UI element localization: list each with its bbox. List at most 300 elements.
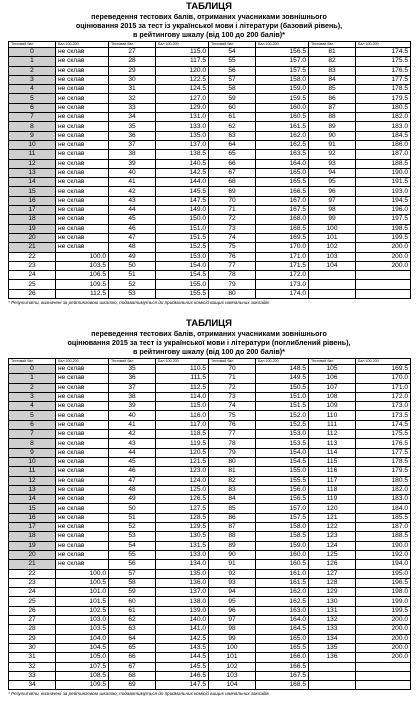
table-subtitle-line: в рейтингову шкалу (від 100 до 200 балів)* [133,347,285,356]
test-score-cell: 105 [309,365,356,374]
table-row [9,550,411,559]
column-header: Тестовий бал [109,42,156,48]
rating-score-cell: не склав [56,430,109,439]
rating-score-cell: 157.0 [256,504,309,513]
test-score-cell: 56 [109,560,156,569]
rating-score-cell: 137.0 [156,588,209,597]
rating-score-cell: 184.5 [356,131,411,140]
rating-score-cell: 177.5 [356,448,411,457]
test-score-cell: 123 [309,532,356,541]
rating-score-cell: не склав [56,476,109,485]
rating-score-cell: 165.5 [256,643,309,652]
rating-score-cell: 140.0 [156,616,209,625]
test-score-cell: 111 [309,420,356,429]
rating-score-cell: 104.5 [56,643,109,652]
test-score-cell: 33 [109,103,156,112]
rating-score-cell: 147.5 [156,196,209,205]
rating-score-cell: 151.0 [256,392,309,401]
test-score-cell: 133 [309,625,356,634]
rating-score-cell: 164.5 [256,625,309,634]
table-row [9,94,411,103]
test-score-cell: 62 [109,616,156,625]
test-score-cell: 71 [209,206,256,215]
rating-score-cell: 112.5 [156,383,209,392]
test-score-cell: 12 [9,159,56,168]
table-row [9,504,411,513]
rating-score-cell: 174.5 [356,420,411,429]
table-row [9,643,411,652]
empty-cell [309,280,356,289]
test-score-cell: 59 [109,588,156,597]
rating-score-cell: 179.5 [356,467,411,476]
column-header: Бал 100-200 [356,359,411,365]
test-score-cell: 96 [309,187,356,196]
table-row [9,122,411,131]
test-score-cell: 97 [209,616,256,625]
column-header: Бал 100-200 [56,42,109,48]
rating-score-cell: 157.5 [256,66,309,75]
rating-score-cell: 165.0 [256,634,309,643]
empty-cell [356,662,411,671]
rating-score-cell: не склав [56,365,109,374]
test-score-cell: 45 [109,457,156,466]
table-row [9,532,411,541]
rating-score-cell: не склав [56,550,109,559]
test-score-cell: 4 [9,85,56,94]
test-score-cell: 5 [9,94,56,103]
rating-score-cell: 130.5 [156,532,209,541]
rating-score-cell: 154.5 [156,271,209,280]
test-score-cell: 44 [109,448,156,457]
table-row [9,187,411,196]
table-subtitle-line: в рейтингову шкалу (від 100 до 200 балів)* [133,30,285,39]
rating-score-cell: 159.0 [256,85,309,94]
test-score-cell: 60 [109,597,156,606]
rating-score-cell: 149.0 [156,206,209,215]
footnote: * Результати, визначені за рейтинговою шкалою, подаватимуться до приймальних комісій вищих навчальних закладів [8,300,269,306]
rating-score-cell: 102.5 [56,606,109,615]
test-score-cell: 21 [9,560,56,569]
test-score-cell: 106 [309,374,356,383]
rating-score-cell: не склав [56,420,109,429]
test-score-cell: 34 [109,113,156,122]
column-header: Бал 100-200 [56,359,109,365]
test-score-cell: 104 [309,261,356,270]
test-score-cell: 61 [109,606,156,615]
rating-score-cell: 120.0 [156,66,209,75]
test-score-cell: 69 [109,681,156,690]
rating-score-cell: 164.0 [256,159,309,168]
test-score-cell: 39 [109,159,156,168]
rating-score-cell: 174.0 [256,289,309,298]
rating-score-cell: 161.5 [256,122,309,131]
rating-score-cell: 172.0 [256,271,309,280]
test-score-cell: 102 [209,662,256,671]
rating-score-cell: 105.0 [56,653,109,662]
rating-score-cell: 200.0 [356,252,411,261]
test-score-cell: 43 [109,439,156,448]
rating-score-cell: не склав [56,150,109,159]
table-row [9,261,411,270]
rating-score-cell: не склав [56,178,109,187]
test-score-cell: 5 [9,411,56,420]
test-score-cell: 114 [309,448,356,457]
table-row [9,206,411,215]
test-score-cell: 118 [309,485,356,494]
rating-score-cell: 153.0 [256,430,309,439]
test-score-cell: 78 [209,439,256,448]
test-score-cell: 85 [209,504,256,513]
test-score-cell: 94 [309,168,356,177]
rating-score-cell: 115.0 [156,48,209,57]
test-score-cell: 57 [109,569,156,578]
rating-score-cell: 144.5 [156,653,209,662]
rating-score-cell: 168.5 [256,224,309,233]
rating-score-cell: 190.0 [356,541,411,550]
test-score-cell: 7 [9,430,56,439]
test-score-cell: 6 [9,103,56,112]
table-row [9,224,411,233]
rating-score-cell: 133.0 [156,550,209,559]
test-score-cell: 115 [309,457,356,466]
rating-score-cell: не склав [56,206,109,215]
rating-score-cell: не склав [56,233,109,242]
test-score-cell: 131 [309,606,356,615]
rating-score-cell: не склав [56,196,109,205]
rating-score-cell: 135.0 [156,569,209,578]
table-row [9,289,411,298]
rating-score-cell: 182.0 [356,485,411,494]
test-score-cell: 82 [209,476,256,485]
test-score-cell: 37 [109,383,156,392]
rating-score-cell: 131.5 [156,541,209,550]
test-score-cell: 82 [309,57,356,66]
rating-score-cell: 101.5 [56,597,109,606]
rating-score-cell: 153.0 [156,252,209,261]
test-score-cell: 65 [209,150,256,159]
test-score-cell: 67 [209,168,256,177]
test-score-cell: 47 [109,233,156,242]
table-row [9,569,411,578]
rating-score-cell: 173.0 [256,280,309,289]
rating-score-cell: 138.5 [156,150,209,159]
table-row [9,578,411,587]
rating-score-cell: 151.5 [256,402,309,411]
test-score-cell: 116 [309,467,356,476]
rating-score-cell: 109.5 [56,681,109,690]
test-score-cell: 22 [9,252,56,261]
rating-score-cell: 170.0 [256,243,309,252]
rating-score-cell: 152.5 [156,243,209,252]
test-score-cell: 83 [209,485,256,494]
test-score-cell: 81 [309,48,356,57]
test-score-cell: 38 [109,392,156,401]
rating-score-cell: 171.5 [256,261,309,270]
table-row [9,420,411,429]
test-score-cell: 130 [309,597,356,606]
column-header: Бал 100-200 [156,42,209,48]
rating-score-cell: 115.0 [156,402,209,411]
rating-score-cell: 155.0 [156,280,209,289]
rating-score-cell: 161.0 [256,569,309,578]
test-score-cell: 97 [309,196,356,205]
test-score-cell: 15 [9,504,56,513]
rating-score-cell: 188.5 [356,532,411,541]
test-score-cell: 72 [209,215,256,224]
test-score-cell: 17 [9,206,56,215]
test-score-cell: 12 [9,476,56,485]
conversion-table-advanced [8,358,411,690]
rating-score-cell: 182.0 [356,113,411,122]
rating-score-cell: 138.0 [156,597,209,606]
test-score-cell: 31 [109,85,156,94]
test-score-cell: 9 [9,131,56,140]
table-row [9,252,411,261]
test-score-cell: 32 [109,94,156,103]
rating-score-cell: 156.5 [256,495,309,504]
rating-score-cell: 165.5 [256,178,309,187]
test-score-cell: 90 [209,550,256,559]
table-row [9,513,411,522]
rating-score-cell: 127.5 [156,504,209,513]
rating-score-cell: не склав [56,383,109,392]
test-score-cell: 93 [309,159,356,168]
test-score-cell: 0 [9,48,56,57]
rating-score-cell: 150.5 [256,383,309,392]
rating-score-cell: 172.0 [356,392,411,401]
test-score-cell: 16 [9,196,56,205]
table-row [9,662,411,671]
rating-score-cell: 200.0 [356,261,411,270]
rating-score-cell: 167.5 [256,206,309,215]
rating-score-cell: 171.0 [256,252,309,261]
test-score-cell: 74 [209,233,256,242]
test-score-cell: 66 [209,159,256,168]
test-score-cell: 57 [209,75,256,84]
rating-score-cell: 187.0 [356,523,411,532]
rating-score-cell: 103.5 [56,625,109,634]
test-score-cell: 99 [309,215,356,224]
test-score-cell: 36 [109,374,156,383]
rating-score-cell: 195.0 [356,569,411,578]
table-row [9,430,411,439]
rating-score-cell: 200.0 [356,243,411,252]
test-score-cell: 29 [9,634,56,643]
rating-score-cell: 108.5 [56,671,109,680]
column-header: Тестовий бал [309,42,356,48]
test-score-cell: 55 [209,57,256,66]
test-score-cell: 70 [209,365,256,374]
rating-score-cell: не склав [56,402,109,411]
test-score-cell: 10 [9,457,56,466]
test-score-cell: 91 [209,560,256,569]
test-score-cell: 86 [309,94,356,103]
test-score-cell: 68 [209,178,256,187]
table-row [9,280,411,289]
test-score-cell: 101 [309,233,356,242]
table-row [9,606,411,615]
rating-score-cell: не склав [56,495,109,504]
rating-score-cell: 199.5 [356,606,411,615]
footnote: * Результати, визначені за рейтинговою шкалою, подаватимуться до приймальних комісій вищих навчальних закладів [8,691,269,697]
rating-score-cell: 160.0 [256,550,309,559]
table-row [9,75,411,84]
rating-score-cell: 146.5 [156,671,209,680]
column-header: Бал 100-200 [356,42,411,48]
rating-score-cell: не склав [56,448,109,457]
column-header: Бал 100-200 [156,359,209,365]
rating-score-cell: 168.0 [256,215,309,224]
test-score-cell: 101 [209,653,256,662]
rating-score-cell: не склав [56,560,109,569]
test-score-cell: 60 [209,103,256,112]
test-score-cell: 125 [309,550,356,559]
test-score-cell: 26 [9,606,56,615]
rating-score-cell: не склав [56,439,109,448]
rating-score-cell: 194.0 [356,560,411,569]
table-row [9,616,411,625]
rating-score-cell: 167.0 [256,196,309,205]
table-row [9,113,411,122]
test-score-cell: 86 [209,513,256,522]
test-score-cell: 2 [9,66,56,75]
table-row [9,392,411,401]
test-score-cell: 134 [309,634,356,643]
test-score-cell: 73 [209,224,256,233]
rating-score-cell: 192.0 [356,550,411,559]
test-score-cell: 92 [209,569,256,578]
test-score-cell: 54 [109,541,156,550]
test-score-cell: 129 [309,588,356,597]
rating-score-cell: не склав [56,94,109,103]
table-row [9,560,411,569]
rating-score-cell: 100.0 [56,252,109,261]
table-row [9,383,411,392]
table-row [9,439,411,448]
rating-score-cell: 149.5 [256,374,309,383]
rating-score-cell: 167.5 [256,671,309,680]
table-row [9,66,411,75]
rating-score-cell: 114.0 [156,392,209,401]
test-score-cell: 30 [9,643,56,652]
rating-score-cell: 156.5 [256,48,309,57]
test-score-cell: 56 [209,66,256,75]
column-header: Бал 100-200 [256,42,309,48]
rating-score-cell: 162.5 [256,140,309,149]
rating-score-cell: 178.5 [356,457,411,466]
test-score-cell: 49 [109,252,156,261]
test-score-cell: 74 [209,402,256,411]
test-score-cell: 96 [209,606,256,615]
test-score-cell: 110 [309,411,356,420]
test-score-cell: 75 [209,411,256,420]
test-score-cell: 23 [9,261,56,270]
rating-score-cell: 183.0 [356,122,411,131]
rating-score-cell: 150.0 [156,215,209,224]
column-header: Тестовий бал [109,359,156,365]
rating-score-cell: 157.5 [256,513,309,522]
table-row [9,168,411,177]
rating-score-cell: 124.5 [156,85,209,94]
rating-score-cell: не склав [56,467,109,476]
test-score-cell: 52 [109,280,156,289]
test-score-cell: 41 [109,420,156,429]
table-subtitle-line: переведення тестових балів, отриманих учасниками зовнішнього [91,12,327,21]
table-row [9,215,411,224]
rating-score-cell: 200.0 [356,653,411,662]
rating-score-cell: 158.0 [256,523,309,532]
rating-score-cell: 198.0 [356,588,411,597]
rating-score-cell: 129.5 [156,523,209,532]
rating-score-cell: 187.0 [356,150,411,159]
rating-score-cell: 144.0 [156,178,209,187]
table-row [9,85,411,94]
rating-score-cell: 133.0 [156,122,209,131]
rating-score-cell: 155.0 [256,467,309,476]
rating-score-cell: 178.5 [356,85,411,94]
test-score-cell: 28 [9,625,56,634]
test-score-cell: 95 [309,178,356,187]
rating-score-cell: 151.0 [156,224,209,233]
test-score-cell: 23 [9,578,56,587]
test-score-cell: 109 [309,402,356,411]
test-score-cell: 51 [109,513,156,522]
test-score-cell: 14 [9,178,56,187]
rating-score-cell: не склав [56,374,109,383]
rating-score-cell: не склав [56,75,109,84]
test-score-cell: 20 [9,550,56,559]
test-score-cell: 50 [109,261,156,270]
test-score-cell: 46 [109,224,156,233]
rating-score-cell: не склав [56,504,109,513]
rating-score-cell: не склав [56,485,109,494]
test-score-cell: 103 [209,671,256,680]
test-score-cell: 34 [9,681,56,690]
table-row [9,271,411,280]
test-score-cell: 19 [9,541,56,550]
test-score-cell: 80 [209,457,256,466]
rating-score-cell: 166.5 [256,662,309,671]
rating-score-cell: 106.5 [56,271,109,280]
test-score-cell: 24 [9,588,56,597]
test-score-cell: 2 [9,383,56,392]
rating-score-cell: 117.0 [156,420,209,429]
rating-score-cell: 155.5 [156,289,209,298]
test-score-cell: 52 [109,523,156,532]
rating-score-cell: не склав [56,411,109,420]
table-row [9,178,411,187]
rating-score-cell: 116.0 [156,411,209,420]
rating-score-cell: 129.0 [156,103,209,112]
rating-score-cell: 166.5 [256,187,309,196]
rating-score-cell: 127.0 [156,94,209,103]
test-score-cell: 39 [109,402,156,411]
column-header: Тестовий бал [9,359,56,365]
table-row [9,597,411,606]
rating-score-cell: 194.5 [356,196,411,205]
rating-score-cell: 183.0 [356,495,411,504]
test-score-cell: 83 [309,66,356,75]
rating-score-cell: 137.0 [156,140,209,149]
test-score-cell: 19 [9,224,56,233]
test-score-cell: 92 [309,150,356,159]
test-score-cell: 44 [109,206,156,215]
rating-score-cell: 152.5 [256,420,309,429]
table-row [9,365,411,374]
advanced-level-table-section [8,318,410,697]
rating-score-cell: 100.0 [56,569,109,578]
rating-score-cell: 104.0 [56,634,109,643]
